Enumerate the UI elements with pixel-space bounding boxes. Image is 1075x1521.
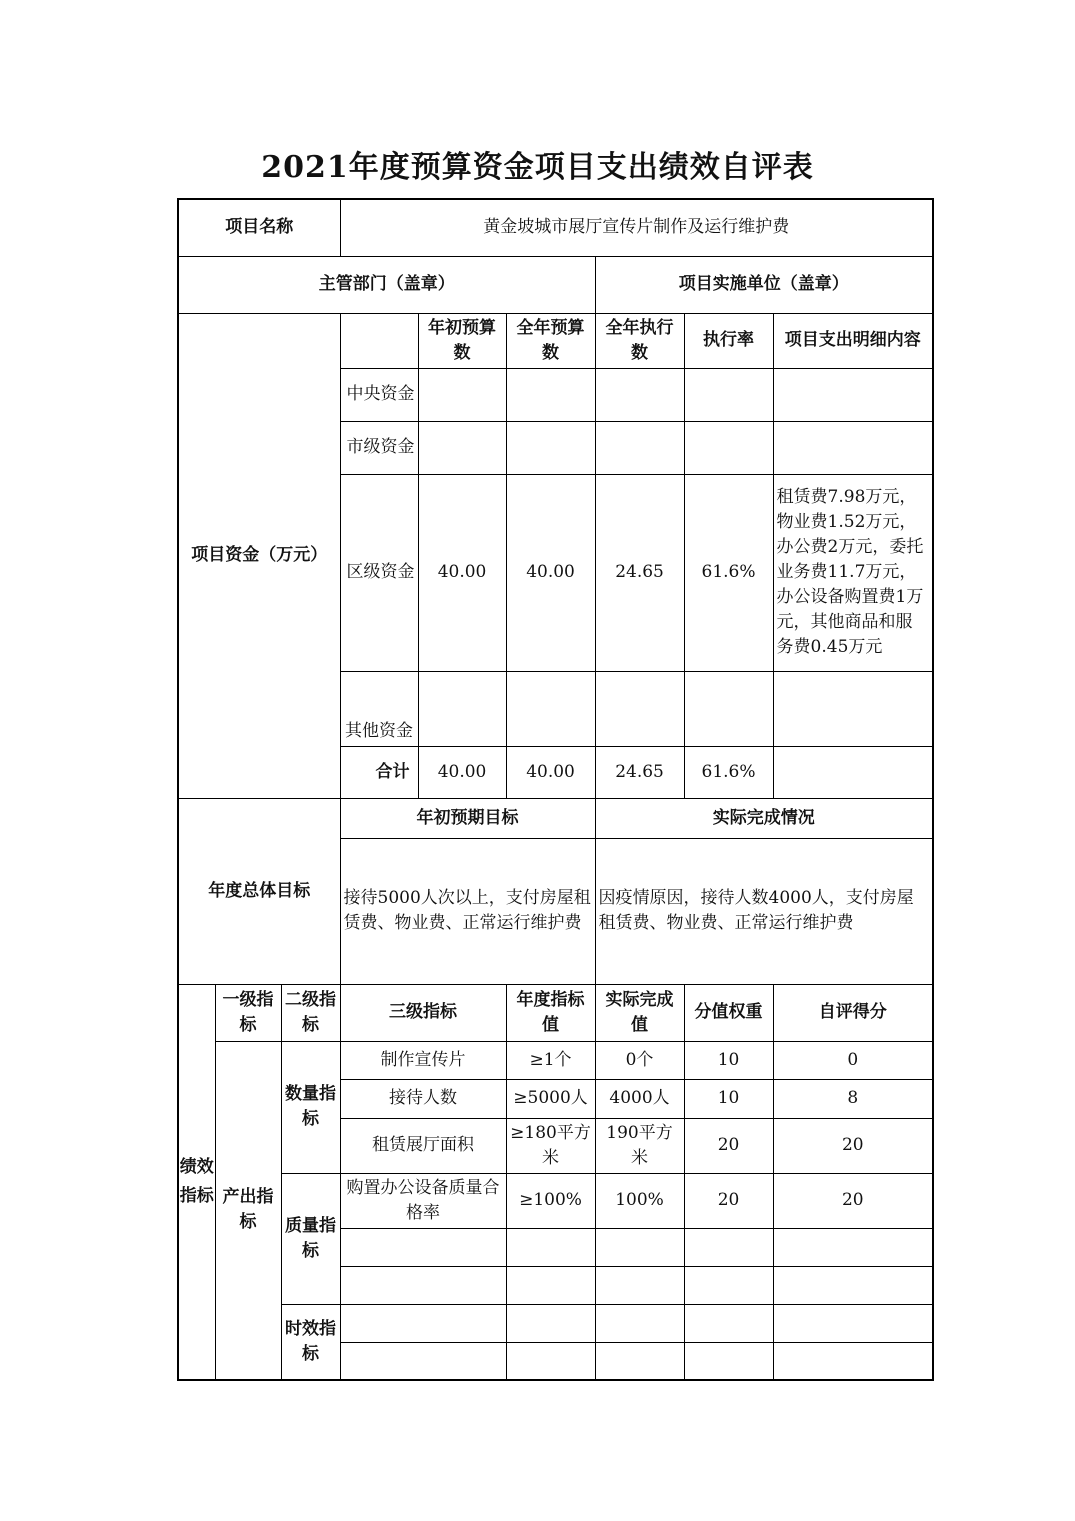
ind-name [340,1304,506,1342]
supervisor-dept-label: 主管部门（盖章） [178,256,595,313]
ind-actual: 100% [595,1173,684,1228]
impl-unit-label: 项目实施单位（盖章） [595,256,933,313]
ind-target [506,1304,595,1342]
fund-detail: 租赁费7.98万元，物业费1.52万元，办公费2万元，委托业务费11.7万元，办公设备购置费1万元，其他商品和服务费0.45万元 [773,474,933,671]
funds-header-row [178,313,933,368]
project-name-row [178,199,933,256]
ind-header-level3: 三级指标 [340,984,506,1041]
ind-name: 制作宣传片 [340,1041,506,1079]
funds-header-rate: 执行率 [684,313,773,368]
ind-header-actual: 实际完成值 [595,984,684,1041]
ind-header-weight: 分值权重 [684,984,773,1041]
ind-target [506,1342,595,1380]
funds-header-initial: 年初预算数 [418,313,506,368]
level2-timeliness-label: 时效指标 [281,1304,340,1380]
fund-executed [595,421,684,474]
fund-name: 合计 [340,746,418,798]
ind-actual [595,1304,684,1342]
ind-score: 0 [773,1041,933,1079]
fund-initial [418,421,506,474]
ind-name [340,1342,506,1380]
ind-header-score: 自评得分 [773,984,933,1041]
page-title: 2021年度预算资金项目支出绩效自评表 [261,150,814,185]
ind-header-target: 年度指标值 [506,984,595,1041]
level2-quality-label: 质量指标 [281,1173,340,1304]
ind-name [340,1266,506,1304]
department-row [178,256,933,313]
goals-actual-label: 实际完成情况 [595,798,933,838]
indicator-row [178,1173,933,1228]
goals-expected-label: 年初预期目标 [340,798,595,838]
fund-detail [773,421,933,474]
ind-actual [595,1228,684,1266]
fund-rate [684,368,773,421]
funds-header-executed: 全年执行数 [595,313,684,368]
level1-output-label: 产出指标 [215,1041,281,1380]
goals-header-row [178,798,933,838]
ind-score [773,1266,933,1304]
fund-rate [684,671,773,746]
goals-expected-text: 接待5000人次以上，支付房屋租赁费、物业费、正常运行维护费 [340,838,595,984]
ind-score: 8 [773,1079,933,1118]
evaluation-table [177,198,934,1381]
ind-weight [684,1228,773,1266]
ind-header-level2: 二级指标 [281,984,340,1041]
fund-annual [506,368,595,421]
ind-weight [684,1304,773,1342]
funds-header-annual: 全年预算数 [506,313,595,368]
ind-weight [684,1266,773,1304]
fund-detail [773,671,933,746]
fund-executed [595,368,684,421]
funds-header-blank [340,313,418,368]
indicators-label: 绩效指标 [178,984,215,1380]
ind-target [506,1266,595,1304]
fund-executed: 24.65 [595,746,684,798]
indicator-row [178,1304,933,1342]
ind-weight: 10 [684,1079,773,1118]
fund-initial [418,671,506,746]
ind-name [340,1228,506,1266]
ind-weight: 20 [684,1118,773,1173]
fund-name: 中央资金 [340,368,418,421]
project-name-value: 黄金坡城市展厅宣传片制作及运行维护费 [340,199,933,256]
ind-score [773,1304,933,1342]
ind-target: ≥1个 [506,1041,595,1079]
ind-weight [684,1342,773,1380]
fund-initial: 40.00 [418,474,506,671]
fund-name: 市级资金 [340,421,418,474]
fund-annual [506,671,595,746]
ind-target [506,1228,595,1266]
fund-rate: 61.6% [684,474,773,671]
ind-target: ≥5000人 [506,1079,595,1118]
ind-name: 接待人数 [340,1079,506,1118]
ind-score [773,1342,933,1380]
fund-initial: 40.00 [418,746,506,798]
ind-weight: 20 [684,1173,773,1228]
ind-name: 购置办公设备质量合格率 [340,1173,506,1228]
goals-actual-text: 因疫情原因，接待人数4000人，支付房屋租赁费、物业费、正常运行维护费 [595,838,933,984]
fund-initial [418,368,506,421]
ind-score [773,1228,933,1266]
fund-rate: 61.6% [684,746,773,798]
ind-weight: 10 [684,1041,773,1079]
ind-target: ≥100% [506,1173,595,1228]
ind-target: ≥180平方米 [506,1118,595,1173]
ind-header-level1: 一级指标 [215,984,281,1041]
fund-annual: 40.00 [506,746,595,798]
ind-score: 20 [773,1118,933,1173]
funds-header-detail: 项目支出明细内容 [773,313,933,368]
ind-actual: 190平方米 [595,1118,684,1173]
ind-actual [595,1342,684,1380]
goals-label: 年度总体目标 [178,798,340,984]
fund-executed [595,671,684,746]
fund-annual: 40.00 [506,474,595,671]
ind-actual [595,1266,684,1304]
indicator-row [178,1041,933,1079]
ind-name: 租赁展厅面积 [340,1118,506,1173]
indicators-header-row [178,984,933,1041]
level2-quantity-label: 数量指标 [281,1041,340,1173]
fund-rate [684,421,773,474]
fund-annual [506,421,595,474]
fund-executed: 24.65 [595,474,684,671]
fund-name: 其他资金 [340,671,418,746]
fund-name: 区级资金 [340,474,418,671]
fund-detail [773,368,933,421]
ind-actual: 4000人 [595,1079,684,1118]
fund-detail [773,746,933,798]
ind-actual: 0个 [595,1041,684,1079]
ind-score: 20 [773,1173,933,1228]
funds-label: 项目资金（万元） [178,313,340,798]
project-name-label: 项目名称 [178,199,340,256]
